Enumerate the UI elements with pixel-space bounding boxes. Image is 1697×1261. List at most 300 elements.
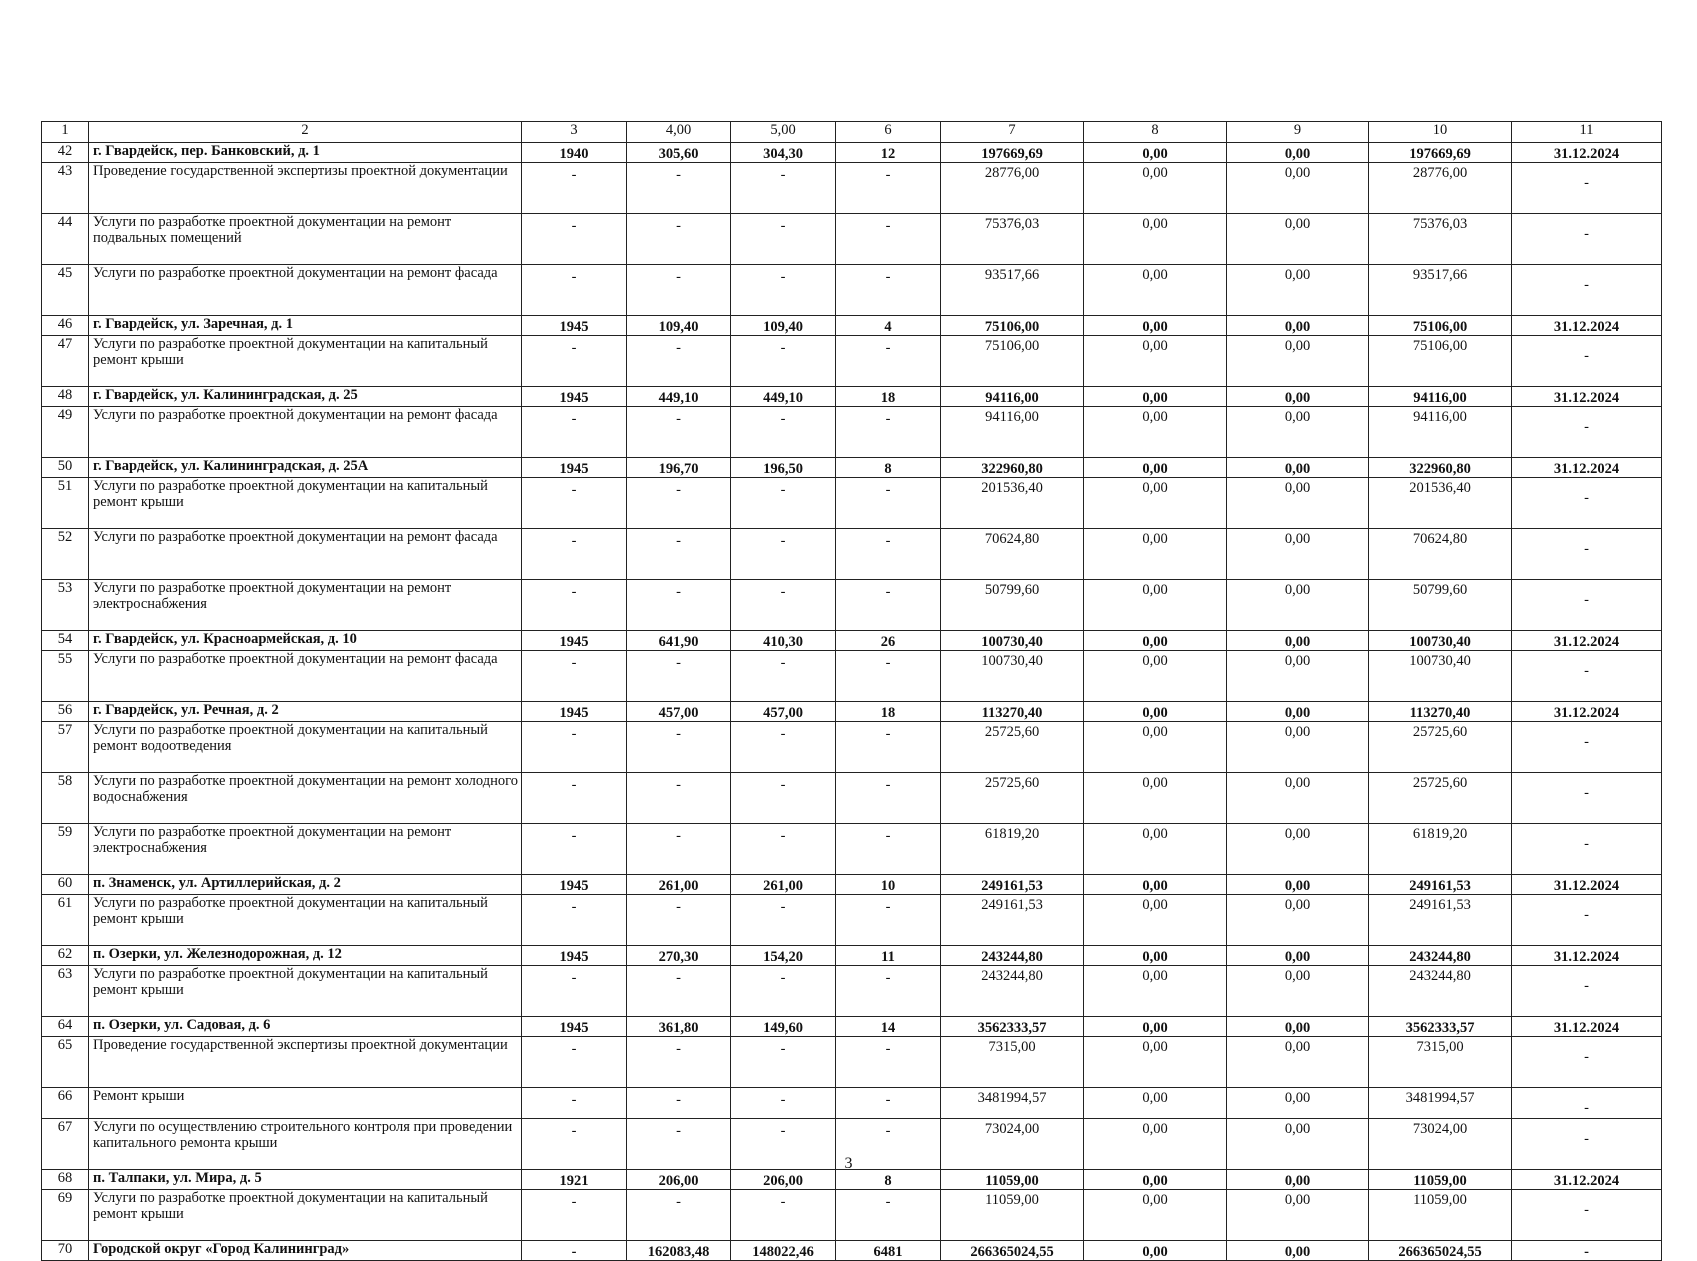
value-cell: - xyxy=(731,773,836,824)
work-row xyxy=(42,1037,1662,1088)
amount-cell: 0,00 xyxy=(1227,265,1369,316)
amount-cell: 0,00 xyxy=(1227,946,1369,966)
deadline-cell: 31.12.2024 xyxy=(1512,875,1662,895)
amount-cell: 93517,66 xyxy=(1369,265,1512,316)
amount-cell: 0,00 xyxy=(1227,458,1369,478)
value-cell: - xyxy=(627,773,731,824)
value-cell: - xyxy=(627,1088,731,1119)
value-cell: - xyxy=(836,1119,941,1170)
amount-cell: 0,00 xyxy=(1084,773,1227,824)
row-number-cell: 46 xyxy=(42,316,89,336)
value-cell: - xyxy=(522,163,627,214)
value-cell: - xyxy=(731,1119,836,1170)
amount-cell: 0,00 xyxy=(1084,1170,1227,1190)
value-cell: - xyxy=(522,1241,627,1261)
value-cell: - xyxy=(522,966,627,1017)
value-cell: - xyxy=(731,1088,836,1119)
value-cell: - xyxy=(731,265,836,316)
value-cell: - xyxy=(836,651,941,702)
work-description-cell: Услуги по разработке проектной документации на капитальный ремонт крыши xyxy=(89,966,522,1017)
work-description-cell: Услуги по разработке проектной документации на капитальный ремонт крыши xyxy=(89,1190,522,1241)
amount-cell: 7315,00 xyxy=(1369,1037,1512,1088)
amount-cell: 249161,53 xyxy=(1369,875,1512,895)
work-description-cell: Услуги по разработке проектной документации на ремонт электроснабжения xyxy=(89,580,522,631)
address-cell: Городской округ «Город Калининград» xyxy=(89,1241,522,1261)
header-cell: 3 xyxy=(522,122,627,143)
amount-cell: 94116,00 xyxy=(1369,407,1512,458)
amount-cell: 0,00 xyxy=(1227,631,1369,651)
work-row xyxy=(42,580,1662,631)
table-body xyxy=(42,122,1662,1261)
deadline-cell: - xyxy=(1512,722,1662,773)
value-cell: - xyxy=(731,722,836,773)
value-cell: 457,00 xyxy=(627,702,731,722)
value-cell: - xyxy=(627,265,731,316)
value-cell: - xyxy=(836,1088,941,1119)
row-number-cell: 43 xyxy=(42,163,89,214)
value-cell: - xyxy=(731,1037,836,1088)
amount-cell: 0,00 xyxy=(1084,387,1227,407)
value-cell: - xyxy=(836,1190,941,1241)
value-cell: - xyxy=(731,580,836,631)
amount-cell: 0,00 xyxy=(1084,895,1227,946)
amount-cell: 11059,00 xyxy=(941,1190,1084,1241)
value-cell: - xyxy=(627,895,731,946)
value-cell: 18 xyxy=(836,702,941,722)
row-number-cell: 62 xyxy=(42,946,89,966)
address-row xyxy=(42,875,1662,895)
amount-cell: 94116,00 xyxy=(1369,387,1512,407)
address-row xyxy=(42,1017,1662,1037)
header-cell: 8 xyxy=(1084,122,1227,143)
amount-cell: 0,00 xyxy=(1227,529,1369,580)
value-cell: 1945 xyxy=(522,875,627,895)
value-cell: - xyxy=(522,1037,627,1088)
value-cell: 196,50 xyxy=(731,458,836,478)
amount-cell: 0,00 xyxy=(1227,1037,1369,1088)
row-number-cell: 49 xyxy=(42,407,89,458)
row-number-cell: 55 xyxy=(42,651,89,702)
work-description-cell: Услуги по разработке проектной документации на ремонт холодного водоснабжения xyxy=(89,773,522,824)
amount-cell: 75376,03 xyxy=(941,214,1084,265)
amount-cell: 0,00 xyxy=(1084,722,1227,773)
amount-cell: 0,00 xyxy=(1227,407,1369,458)
value-cell: - xyxy=(627,478,731,529)
amount-cell: 249161,53 xyxy=(941,875,1084,895)
header-cell: 2 xyxy=(89,122,522,143)
amount-cell: 0,00 xyxy=(1084,407,1227,458)
deadline-cell: - xyxy=(1512,1088,1662,1119)
value-cell: - xyxy=(731,966,836,1017)
value-cell: - xyxy=(731,1190,836,1241)
amount-cell: 0,00 xyxy=(1227,651,1369,702)
value-cell: - xyxy=(836,824,941,875)
work-description-cell: Ремонт крыши xyxy=(89,1088,522,1119)
row-number-cell: 57 xyxy=(42,722,89,773)
amount-cell: 243244,80 xyxy=(1369,966,1512,1017)
address-row xyxy=(42,1241,1662,1261)
value-cell: 26 xyxy=(836,631,941,651)
amount-cell: 0,00 xyxy=(1227,895,1369,946)
value-cell: 1945 xyxy=(522,631,627,651)
work-row xyxy=(42,529,1662,580)
value-cell: - xyxy=(836,163,941,214)
row-number-cell: 44 xyxy=(42,214,89,265)
value-cell: - xyxy=(522,651,627,702)
amount-cell: 3562333,57 xyxy=(941,1017,1084,1037)
value-cell: - xyxy=(627,1119,731,1170)
amount-cell: 249161,53 xyxy=(1369,895,1512,946)
work-description-cell: Услуги по осуществлению строительного контроля при проведении капитального ремонта крыши xyxy=(89,1119,522,1170)
deadline-cell: - xyxy=(1512,265,1662,316)
header-cell: 11 xyxy=(1512,122,1662,143)
value-cell: 14 xyxy=(836,1017,941,1037)
amount-cell: 0,00 xyxy=(1084,875,1227,895)
value-cell: 261,00 xyxy=(627,875,731,895)
value-cell: 270,30 xyxy=(627,946,731,966)
header-cell: 6 xyxy=(836,122,941,143)
row-number-cell: 53 xyxy=(42,580,89,631)
row-number-cell: 64 xyxy=(42,1017,89,1037)
row-number-cell: 54 xyxy=(42,631,89,651)
value-cell: 4 xyxy=(836,316,941,336)
amount-cell: 11059,00 xyxy=(1369,1190,1512,1241)
amount-cell: 0,00 xyxy=(1084,1190,1227,1241)
work-row xyxy=(42,163,1662,214)
work-description-cell: Услуги по разработке проектной документации на капитальный ремонт крыши xyxy=(89,336,522,387)
value-cell: 206,00 xyxy=(731,1170,836,1190)
amount-cell: 0,00 xyxy=(1084,1088,1227,1119)
address-cell: г. Гвардейск, пер. Банковский, д. 1 xyxy=(89,143,522,163)
work-description-cell: Проведение государственной экспертизы проектной документации xyxy=(89,163,522,214)
amount-cell: 0,00 xyxy=(1227,722,1369,773)
amount-cell: 201536,40 xyxy=(1369,478,1512,529)
value-cell: 11 xyxy=(836,946,941,966)
value-cell: - xyxy=(836,529,941,580)
amount-cell: 0,00 xyxy=(1084,1017,1227,1037)
deadline-cell: - xyxy=(1512,1037,1662,1088)
work-description-cell: Услуги по разработке проектной документации на ремонт электроснабжения xyxy=(89,824,522,875)
amount-cell: 0,00 xyxy=(1227,824,1369,875)
value-cell: - xyxy=(627,966,731,1017)
work-description-cell: Услуги по разработке проектной документации на ремонт фасада xyxy=(89,529,522,580)
row-number-cell: 65 xyxy=(42,1037,89,1088)
amount-cell: 100730,40 xyxy=(941,631,1084,651)
column-number-row xyxy=(42,122,1662,143)
work-row xyxy=(42,478,1662,529)
value-cell: 261,00 xyxy=(731,875,836,895)
amount-cell: 75106,00 xyxy=(1369,316,1512,336)
value-cell: - xyxy=(522,773,627,824)
amount-cell: 0,00 xyxy=(1227,214,1369,265)
amount-cell: 11059,00 xyxy=(941,1170,1084,1190)
value-cell: - xyxy=(836,722,941,773)
row-number-cell: 63 xyxy=(42,966,89,1017)
amount-cell: 28776,00 xyxy=(1369,163,1512,214)
address-row xyxy=(42,631,1662,651)
amount-cell: 0,00 xyxy=(1227,875,1369,895)
deadline-cell: 31.12.2024 xyxy=(1512,631,1662,651)
deadline-cell: - xyxy=(1512,824,1662,875)
amount-cell: 0,00 xyxy=(1227,1241,1369,1261)
amount-cell: 0,00 xyxy=(1227,1170,1369,1190)
address-cell: п. Знаменск, ул. Артиллерийская, д. 2 xyxy=(89,875,522,895)
work-row xyxy=(42,722,1662,773)
value-cell: - xyxy=(836,966,941,1017)
value-cell: 1921 xyxy=(522,1170,627,1190)
amount-cell: 93517,66 xyxy=(941,265,1084,316)
work-description-cell: Услуги по разработке проектной документации на капитальный ремонт водоотведения xyxy=(89,722,522,773)
amount-cell: 3481994,57 xyxy=(941,1088,1084,1119)
address-cell: г. Гвардейск, ул. Красноармейская, д. 10 xyxy=(89,631,522,651)
amount-cell: 25725,60 xyxy=(1369,773,1512,824)
address-cell: г. Гвардейск, ул. Калининградская, д. 25А xyxy=(89,458,522,478)
header-cell: 4,00 xyxy=(627,122,731,143)
amount-cell: 0,00 xyxy=(1227,387,1369,407)
amount-cell: 322960,80 xyxy=(1369,458,1512,478)
data-table xyxy=(41,121,1662,1261)
value-cell: 305,60 xyxy=(627,143,731,163)
work-row xyxy=(42,651,1662,702)
row-number-cell: 50 xyxy=(42,458,89,478)
value-cell: 149,60 xyxy=(731,1017,836,1037)
row-number-cell: 47 xyxy=(42,336,89,387)
page-number: 3 xyxy=(844,1155,853,1172)
row-number-cell: 67 xyxy=(42,1119,89,1170)
value-cell: - xyxy=(836,336,941,387)
value-cell: 8 xyxy=(836,1170,941,1190)
value-cell: 449,10 xyxy=(627,387,731,407)
deadline-cell: 31.12.2024 xyxy=(1512,458,1662,478)
value-cell: - xyxy=(627,651,731,702)
value-cell: - xyxy=(731,336,836,387)
work-description-cell: Услуги по разработке проектной документации на капитальный ремонт крыши xyxy=(89,895,522,946)
amount-cell: 3481994,57 xyxy=(1369,1088,1512,1119)
deadline-cell: - xyxy=(1512,651,1662,702)
amount-cell: 0,00 xyxy=(1227,1190,1369,1241)
amount-cell: 0,00 xyxy=(1227,1088,1369,1119)
amount-cell: 100730,40 xyxy=(1369,631,1512,651)
amount-cell: 113270,40 xyxy=(1369,702,1512,722)
value-cell: - xyxy=(627,824,731,875)
amount-cell: 25725,60 xyxy=(1369,722,1512,773)
value-cell: - xyxy=(627,1037,731,1088)
work-description-cell: Проведение государственной экспертизы проектной документации xyxy=(89,1037,522,1088)
work-row xyxy=(42,336,1662,387)
row-number-cell: 66 xyxy=(42,1088,89,1119)
amount-cell: 0,00 xyxy=(1227,316,1369,336)
amount-cell: 11059,00 xyxy=(1369,1170,1512,1190)
value-cell: - xyxy=(627,580,731,631)
address-row xyxy=(42,702,1662,722)
header-cell: 5,00 xyxy=(731,122,836,143)
value-cell: - xyxy=(627,529,731,580)
value-cell: - xyxy=(731,163,836,214)
amount-cell: 100730,40 xyxy=(1369,651,1512,702)
row-number-cell: 51 xyxy=(42,478,89,529)
amount-cell: 0,00 xyxy=(1084,529,1227,580)
work-row xyxy=(42,1088,1662,1119)
deadline-cell: - xyxy=(1512,478,1662,529)
row-number-cell: 52 xyxy=(42,529,89,580)
work-description-cell: Услуги по разработке проектной документации на ремонт фасада xyxy=(89,407,522,458)
address-row xyxy=(42,458,1662,478)
amount-cell: 0,00 xyxy=(1084,702,1227,722)
value-cell: - xyxy=(731,895,836,946)
work-row xyxy=(42,895,1662,946)
value-cell: - xyxy=(731,214,836,265)
value-cell: - xyxy=(731,824,836,875)
amount-cell: 7315,00 xyxy=(941,1037,1084,1088)
value-cell: - xyxy=(522,1119,627,1170)
amount-cell: 70624,80 xyxy=(941,529,1084,580)
amount-cell: 0,00 xyxy=(1084,143,1227,163)
amount-cell: 0,00 xyxy=(1227,1017,1369,1037)
value-cell: - xyxy=(522,265,627,316)
value-cell: 10 xyxy=(836,875,941,895)
amount-cell: 0,00 xyxy=(1084,265,1227,316)
address-cell: п. Озерки, ул. Железнодорожная, д. 12 xyxy=(89,946,522,966)
value-cell: 1945 xyxy=(522,387,627,407)
value-cell: 18 xyxy=(836,387,941,407)
deadline-cell: - xyxy=(1512,336,1662,387)
row-number-cell: 42 xyxy=(42,143,89,163)
address-row xyxy=(42,316,1662,336)
value-cell: - xyxy=(522,336,627,387)
amount-cell: 25725,60 xyxy=(941,722,1084,773)
header-cell: 9 xyxy=(1227,122,1369,143)
amount-cell: 266365024,55 xyxy=(1369,1241,1512,1261)
amount-cell: 0,00 xyxy=(1084,631,1227,651)
value-cell: - xyxy=(836,265,941,316)
value-cell: 196,70 xyxy=(627,458,731,478)
amount-cell: 94116,00 xyxy=(941,387,1084,407)
deadline-cell: - xyxy=(1512,966,1662,1017)
amount-cell: 0,00 xyxy=(1227,336,1369,387)
value-cell: - xyxy=(522,895,627,946)
address-cell: п. Озерки, ул. Садовая, д. 6 xyxy=(89,1017,522,1037)
value-cell: - xyxy=(836,1037,941,1088)
value-cell: - xyxy=(522,824,627,875)
deadline-cell: - xyxy=(1512,1190,1662,1241)
amount-cell: 0,00 xyxy=(1084,1037,1227,1088)
value-cell: - xyxy=(731,478,836,529)
value-cell: 1945 xyxy=(522,702,627,722)
amount-cell: 0,00 xyxy=(1227,773,1369,824)
value-cell: 6481 xyxy=(836,1241,941,1261)
amount-cell: 0,00 xyxy=(1227,580,1369,631)
value-cell: 641,90 xyxy=(627,631,731,651)
deadline-cell: - xyxy=(1512,895,1662,946)
amount-cell: 201536,40 xyxy=(941,478,1084,529)
amount-cell: 0,00 xyxy=(1084,651,1227,702)
amount-cell: 0,00 xyxy=(1084,458,1227,478)
amount-cell: 197669,69 xyxy=(941,143,1084,163)
value-cell: - xyxy=(522,407,627,458)
value-cell: - xyxy=(522,529,627,580)
work-description-cell: Услуги по разработке проектной документации на ремонт подвальных помещений xyxy=(89,214,522,265)
deadline-cell: - xyxy=(1512,1241,1662,1261)
work-description-cell: Услуги по разработке проектной документации на ремонт фасада xyxy=(89,265,522,316)
row-number-cell: 58 xyxy=(42,773,89,824)
value-cell: 109,40 xyxy=(627,316,731,336)
amount-cell: 0,00 xyxy=(1084,336,1227,387)
row-number-cell: 60 xyxy=(42,875,89,895)
amount-cell: 70624,80 xyxy=(1369,529,1512,580)
work-row xyxy=(42,214,1662,265)
amount-cell: 73024,00 xyxy=(1369,1119,1512,1170)
amount-cell: 0,00 xyxy=(1227,163,1369,214)
amount-cell: 0,00 xyxy=(1227,143,1369,163)
work-description-cell: Услуги по разработке проектной документации на капитальный ремонт крыши xyxy=(89,478,522,529)
value-cell: - xyxy=(522,1190,627,1241)
amount-cell: 25725,60 xyxy=(941,773,1084,824)
work-row xyxy=(42,1190,1662,1241)
value-cell: - xyxy=(627,163,731,214)
amount-cell: 50799,60 xyxy=(941,580,1084,631)
amount-cell: 28776,00 xyxy=(941,163,1084,214)
value-cell: - xyxy=(836,895,941,946)
amount-cell: 75106,00 xyxy=(1369,336,1512,387)
amount-cell: 0,00 xyxy=(1084,946,1227,966)
value-cell: 1940 xyxy=(522,143,627,163)
value-cell: 1945 xyxy=(522,1017,627,1037)
row-number-cell: 69 xyxy=(42,1190,89,1241)
row-number-cell: 59 xyxy=(42,824,89,875)
amount-cell: 61819,20 xyxy=(1369,824,1512,875)
amount-cell: 0,00 xyxy=(1084,163,1227,214)
deadline-cell: - xyxy=(1512,529,1662,580)
amount-cell: 0,00 xyxy=(1084,214,1227,265)
value-cell: 12 xyxy=(836,143,941,163)
value-cell: 304,30 xyxy=(731,143,836,163)
value-cell: 154,20 xyxy=(731,946,836,966)
amount-cell: 0,00 xyxy=(1084,1119,1227,1170)
amount-cell: 61819,20 xyxy=(941,824,1084,875)
value-cell: - xyxy=(836,407,941,458)
address-row xyxy=(42,143,1662,163)
deadline-cell: - xyxy=(1512,214,1662,265)
value-cell: - xyxy=(836,580,941,631)
value-cell: 206,00 xyxy=(627,1170,731,1190)
amount-cell: 75106,00 xyxy=(941,336,1084,387)
value-cell: 148022,46 xyxy=(731,1241,836,1261)
amount-cell: 0,00 xyxy=(1084,478,1227,529)
work-row xyxy=(42,773,1662,824)
value-cell: - xyxy=(627,1190,731,1241)
row-number-cell: 45 xyxy=(42,265,89,316)
value-cell: - xyxy=(731,651,836,702)
value-cell: 1945 xyxy=(522,458,627,478)
value-cell: 457,00 xyxy=(731,702,836,722)
value-cell: - xyxy=(522,478,627,529)
row-number-cell: 61 xyxy=(42,895,89,946)
amount-cell: 113270,40 xyxy=(941,702,1084,722)
header-cell: 7 xyxy=(941,122,1084,143)
row-number-cell: 68 xyxy=(42,1170,89,1190)
value-cell: - xyxy=(836,214,941,265)
address-row xyxy=(42,946,1662,966)
amount-cell: 0,00 xyxy=(1227,478,1369,529)
address-row xyxy=(42,387,1662,407)
amount-cell: 0,00 xyxy=(1227,702,1369,722)
value-cell: - xyxy=(627,214,731,265)
amount-cell: 322960,80 xyxy=(941,458,1084,478)
amount-cell: 243244,80 xyxy=(941,946,1084,966)
address-cell: г. Гвардейск, ул. Калининградская, д. 25 xyxy=(89,387,522,407)
amount-cell: 0,00 xyxy=(1084,824,1227,875)
amount-cell: 73024,00 xyxy=(941,1119,1084,1170)
